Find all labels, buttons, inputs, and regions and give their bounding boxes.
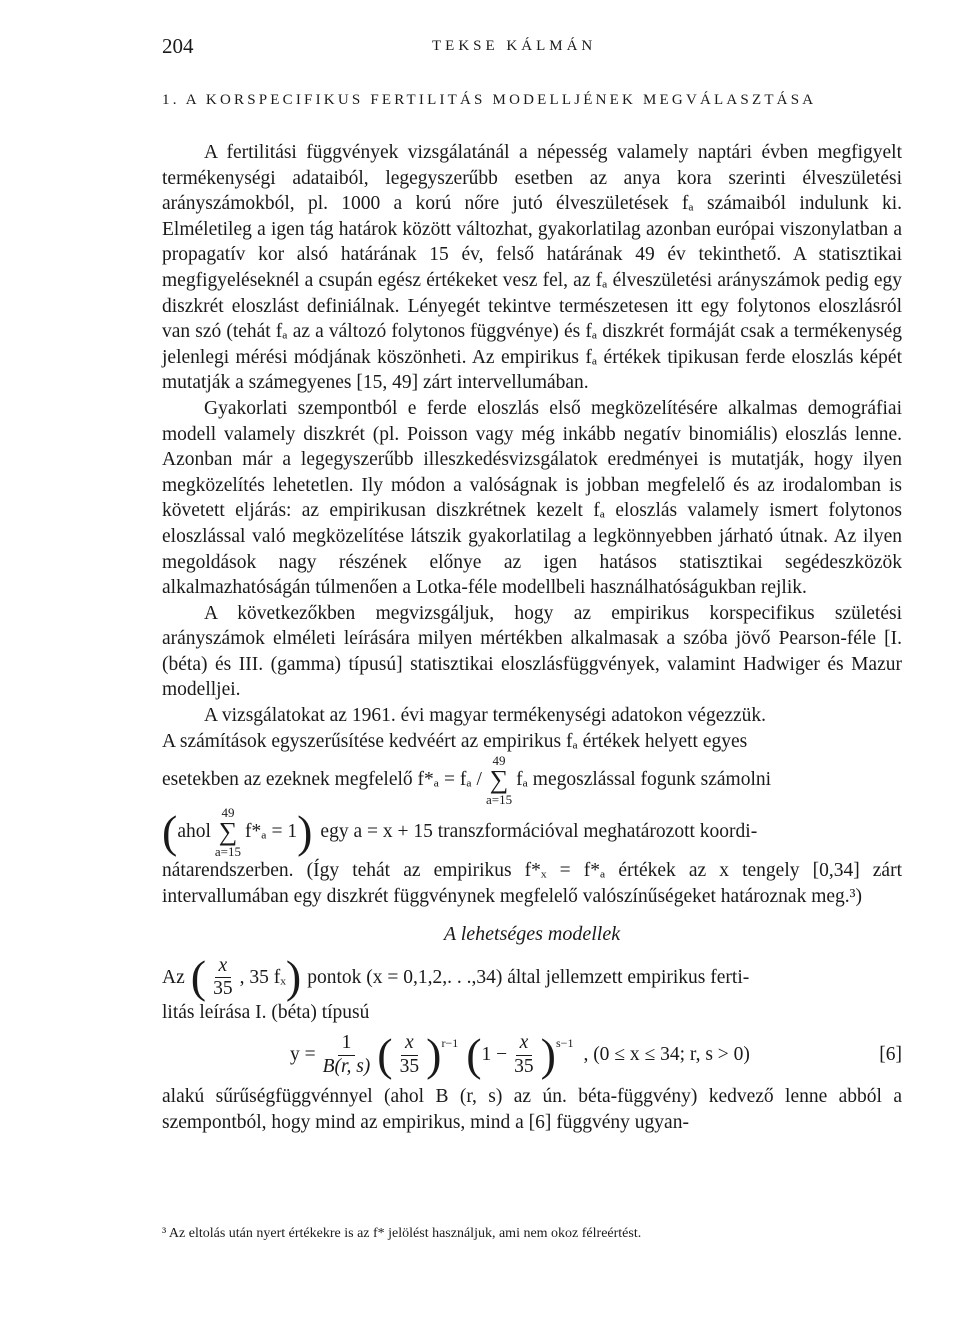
sigma-symbol: ∑: [489, 765, 509, 795]
sum-upper-limit: 49: [221, 805, 235, 821]
formula-points: [162, 951, 902, 1003]
exponent-r: r−1: [441, 1036, 459, 1051]
fraction-denominator: 35: [213, 977, 233, 999]
right-paren: ): [540, 1029, 556, 1081]
paragraph-3: A következőkben megvizsgáljuk, hogy az empirikus korspecifikus születési arányszámok elméleti leírására milyen mértékben alkalmasak a szóba jövő Pearson-féle [I. (béta) és III. (gamma) típusú] statisztikai eloszlásfüggvények, valamint Hadwiger és Mazur modelljei.: [162, 602, 902, 701]
sum-lower-limit: a=15: [214, 844, 242, 860]
paragraph-6: nátarendszerben. (Így tehát az empirikus f*ₓ = f*ₐ értékek az x tengely [0,34] zárt intervallumában egy diszkrét függvénynek megfelelő valószínűségeket határoznak meg.³): [162, 860, 902, 907]
formula-2-left: ahol: [177, 821, 211, 843]
x-over-35: [396, 1032, 424, 1078]
formula-normalized: [162, 754, 902, 806]
body-text: [162, 140, 902, 1135]
formula-3-right: pontok (x = 0,1,2,. . .,34) által jellemzett empirikus ferti-: [307, 966, 750, 988]
fraction-numerator: 1: [338, 1032, 356, 1055]
paragraph-8: alakú sűrűségfüggvénnyel (ahol B (r, s) az ún. béta-függvény) kedvező lenne abból a szempontból, hogy mind az empirikus, mind a [6] függvény ugyan-: [162, 1086, 902, 1133]
paragraph-4: A vizsgálatokat az 1961. évi magyar termékenységi adatokon végezzük.: [204, 705, 767, 727]
sum-operator: [486, 754, 512, 806]
formula-1-left: esetekben az ezeknek megfelelő f*ₐ = fₐ /: [162, 769, 482, 791]
formula-sum-condition: [162, 806, 902, 858]
formula-3-left: Az: [162, 966, 185, 988]
sum-lower-limit: a=15: [485, 792, 513, 808]
left-paren: (: [190, 951, 207, 1003]
left-paren: (: [466, 1029, 482, 1081]
fraction-numerator: x: [215, 955, 232, 978]
left-paren: (: [377, 1029, 393, 1081]
left-paren: (: [162, 806, 178, 858]
footnote: ³ Az eltolás után nyert értékekre is az f* jelölést használjuk, ami nem okoz félreértést.: [162, 1226, 642, 1241]
fraction-numerator: x: [401, 1032, 418, 1055]
formula-2-mid: f*ₐ = 1: [245, 821, 298, 843]
subsection-title: A lehetséges modellek: [443, 923, 621, 946]
paragraph-7: litás leírása I. (béta) típusú: [162, 1002, 370, 1024]
one-minus: 1 −: [481, 1044, 508, 1066]
formula-1-right: fₐ megoszlással fogunk számolni: [516, 769, 772, 791]
fraction-numerator: x: [516, 1032, 533, 1055]
beta-fraction: [319, 1032, 375, 1078]
page-number: 204: [162, 34, 194, 58]
section-heading: 1. A KORSPECIFIKUS FERTILITÁS MODELLJÉNEK MEGVÁLASZTÁSA: [162, 92, 817, 108]
x-over-35: [510, 1032, 538, 1078]
sum-operator: [215, 806, 241, 858]
equation-6: [162, 1029, 902, 1081]
paragraph-2: Gyakorlati szempontból e ferde eloszlás első megközelítésére alkalmas demográfiai modell valamely diszkrét (pl. Poisson vagy még inkább negatív binomiális) eloszlás lenne. Azonban már a legegyszerűbb illeszkedésvizsgálatok eredményei is mutatják, hogy ilyen megközelítés lehetetlen. Ily módon a valóságnak is jobban megfelelő és az irodalomban is követett eljárás: az empirikusan diszkrétnek kezelt fₐ eloszlás valamely ismert folytonos eloszlással való megközelítése látszik gyakorlatilag a legkönnyebben járható útnak. Az ilyen megoldások nagy részének előnye az igen hatásos statisztikai segédeszközök alkalmazhatóságán túlmenően a Lotka-féle modellbeli használhatóságukban rejlik.: [162, 397, 902, 599]
running-head: TEKSE KÁLMÁN: [432, 38, 597, 54]
formula-3-coef: , 35 fₓ: [239, 966, 286, 988]
right-paren: ): [426, 1029, 442, 1081]
sum-upper-limit: 49: [492, 753, 506, 769]
fraction: [209, 955, 237, 1001]
exponent-s: s−1: [556, 1036, 574, 1051]
eq-condition: , (0 ≤ x ≤ 34; r, s > 0): [583, 1044, 750, 1066]
paragraph-5: A számítások egyszerűsítése kedvéért az empirikus fₐ értékek helyett egyes: [162, 730, 748, 752]
fraction-denominator: 35: [399, 1055, 420, 1077]
formula-2-right: egy a = x + 15 transzformációval meghatározott koordi-: [320, 821, 758, 843]
eq-lhs: y =: [290, 1044, 316, 1066]
right-paren: ): [285, 951, 302, 1003]
sigma-symbol: ∑: [218, 817, 238, 847]
fraction-denominator: B(r, s): [322, 1055, 371, 1077]
equation-label: [6]: [879, 1044, 902, 1066]
right-paren: ): [297, 806, 313, 858]
fraction-denominator: 35: [514, 1055, 534, 1077]
paragraph-1: A fertilitási függvények vizsgálatánál a népesség valamely naptári évben megfigyelt termékenységi adataiból, legegyszerűbb esetben az anya kora szerinti élveszületési arányszámokból, pl. 1000 a korú nőre jutó élveszületések fₐ számaiból indulunk ki. Elméletileg a igen tág határok között változhat, gyakorlatilag azonban európai viszonylatban a propagatív kor alsó határának 15 év, felső határának 49 év tekinthető. A statisztikai megfigyeléseknél a csupán egész értékeket vesz fel, az fₐ élveszületési arányszámok pedig egy diszkrét eloszlást definiálnak. Lényegét tekintve természetesen itt egy folytonos eloszlásról van szó (tehát fₐ az a változó folytonos függvénye) és fₐ diszkrét formáját csak a termékenység jelenlegi mérési módjának köszönheti. Az empirikus fₐ értékek tipikusan ferde eloszlás képét mutatják a számegyenes [15, 49] zárt intervellumában.: [162, 142, 902, 394]
page-header: [162, 34, 902, 64]
